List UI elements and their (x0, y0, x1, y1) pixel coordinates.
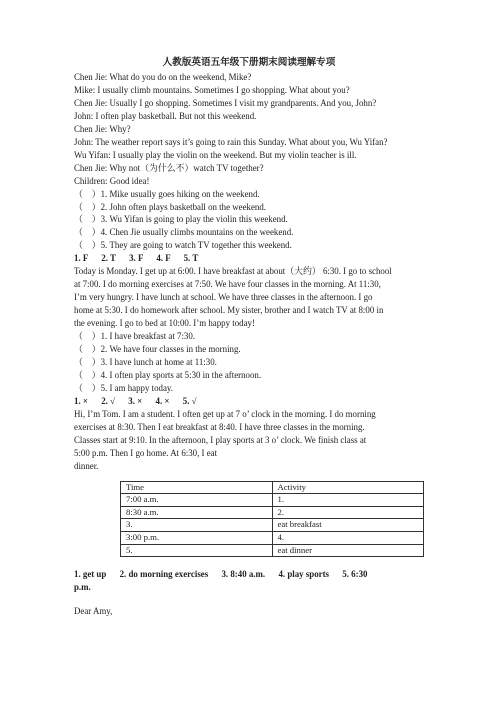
question-item: （ ）3. Wu Yifan is going to play the violin this weekend. (74, 214, 288, 225)
table-cell: 1. (272, 494, 424, 507)
true-false-questions-1 (74, 188, 424, 253)
activity-table (120, 481, 424, 558)
question-item: （ ）4. I often play sports at 5:30 in the afternoon. (74, 369, 262, 380)
passage-line: exercises at 8:30. Then I eat breakfast at 8:40. I have three classes in the morning. (74, 421, 365, 432)
question-item: （ ）1. I have breakfast at 7:30. (74, 331, 196, 342)
passage-line: home at 5:30. I do homework after school. My sister, brother and I watch TV at 8:00 in (74, 305, 384, 316)
passage-line: dinner. (74, 460, 99, 471)
table-cell: 4. (272, 531, 424, 544)
dialogue-line: Chen Jie: Usually I go shopping. Sometimes I visit my grandparents. And you, John? (74, 97, 377, 108)
answer-key-3-continued: p.m. (74, 582, 91, 593)
passage-line: I’m very hungry. I have lunch at school. We have three classes in the afternoon. I go (74, 292, 373, 303)
question-item: （ ）4. Chen Jie usually climbs mountains on the weekend. (74, 227, 294, 238)
reading-passage-2 (74, 265, 424, 330)
passage-line: Today is Monday. I get up at 6:00. I have breakfast at about（大约） 6:30. I go to school (74, 266, 392, 277)
table-cell: 2. (272, 506, 424, 519)
passage-line: Hi, I’m Tom. I am a student. I often get up at 7 o’ clock in the morning. I do morning (74, 408, 376, 419)
question-item: （ ）5. I am happy today. (74, 382, 174, 393)
table-header-cell: Activity (272, 481, 424, 494)
table-header-cell: Time (121, 481, 273, 494)
question-item: （ ）2. John often plays basketball on the weekend. (74, 201, 267, 212)
table-cell: 3. (121, 519, 273, 532)
table-row (121, 519, 424, 532)
question-item: （ ）1. Mike usually goes hiking on the weekend. (74, 188, 260, 199)
answer-key-3: 1. get up 2. do morning exercises 3. 8:40 a.m. 4. play sports 5. 6:30 (74, 569, 368, 580)
dialogue-line: Wu Yifan: I usually play the violin on the weekend. But my violin teacher is ill. (74, 149, 357, 160)
table-row (121, 506, 424, 519)
dialogue-line: Chen Jie: Why? (74, 123, 131, 134)
reading-passage-3 (74, 408, 424, 473)
answer-key-2: 1. × 2. √ 3. × 4. × 5. √ (74, 395, 197, 406)
question-item: （ ）2. We have four classes in the morning. (74, 344, 241, 355)
letter-salutation: Dear Amy, (74, 606, 113, 617)
passage-line: the evening. I go to bed at 10:00. I’m happy today! (74, 318, 255, 329)
table-row (121, 494, 424, 507)
table-cell: 7:00 a.m. (121, 494, 273, 507)
dialogue-line: Chen Jie: Why not（为什么不）watch TV together? (74, 162, 264, 173)
table-header-row (121, 481, 424, 494)
table-row (121, 544, 424, 557)
dialogue-line: John: The weather report says it’s going to rain this Sunday. What about you, Wu Yifan? (74, 136, 388, 147)
table-cell: 3:00 p.m. (121, 531, 273, 544)
passage-line: 5:00 p.m. Then I go home. At 6:30, I eat (74, 447, 218, 458)
dialogue-line: Children: Good idea! (74, 175, 150, 186)
table-cell: eat breakfast (272, 519, 424, 532)
question-item: （ ）3. I have lunch at home at 11:30. (74, 356, 217, 367)
table-row (121, 531, 424, 544)
passage-line: Classes start at 9:10. In the afternoon, I play sports at 3 o’ clock. We finish class at (74, 434, 367, 445)
dialogue-line: Mike: I usually climb mountains. Sometimes I go shopping. What about you? (74, 84, 350, 95)
dialogue-passage (74, 71, 424, 188)
passage-line: at 7:00. I do morning exercises at 7:50. We have four classes in the morning. At 11:30, (74, 279, 381, 290)
table-cell: 5. (121, 544, 273, 557)
true-false-questions-2 (74, 330, 424, 395)
question-item: （ ）5. They are going to watch TV together this weekend. (74, 240, 292, 251)
table-cell: 8:30 a.m. (121, 506, 273, 519)
worksheet-page (74, 56, 424, 618)
answer-key-1: 1. F 2. T 3. F 4. F 5. T (74, 253, 199, 264)
dialogue-line: Chen Jie: What do you do on the weekend, Mike? (74, 72, 252, 82)
table-cell: eat dinner (272, 544, 424, 557)
dialogue-line: John: I often play basketball. But not this weekend. (74, 110, 257, 121)
worksheet-title: 人教版英语五年级下册期末阅读理解专项 (162, 57, 336, 68)
